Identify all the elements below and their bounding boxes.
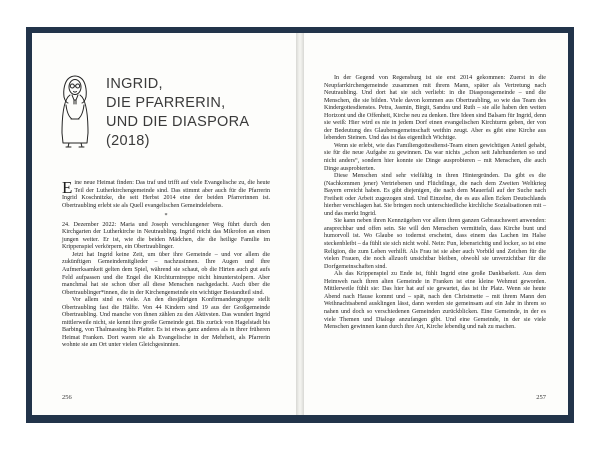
paragraph: In der Gegend von Regensburg ist sie erst 2014 gekommen: Zuerst in die Neupfarrkirchengemeinde zusammen mit ihrem Mann, später als Vertretung nach Neutraubling. Und dort hat sie sich verliebt: in die Diasporagemeinde – und die Menschen, die sie bilden. Viele davon kommen aus Obertraubling, so wie das Team des Kindergottesdienstes. Petra, Jasmin, Birgit, Sandra und Ruth – sie alle haben den weiten Horizont und die Offenheit, Kirche neu zu denken. Ihre Ideen sind Balsam für Ingrid, denn sie weiß: Hier wird es nie in jedem Dorf einen evangelischen Kirchturm geben, der von der Bedeutung des Glaubensgemeinschaft weithin zeugt. Aber es gibt eine Kirche aus lebenden Steinen. Und das ist das eigentlich Wichtige. [324, 75, 546, 142]
page-number: 257 [536, 394, 546, 401]
paragraph: Sie kann neben ihren Kennzügeben vor allem ihren ganzen Gebrauchswert anwenden: ansprechbar und offen sein. Sie will den Menschen vermitteln, dass Kirche bunt und humorvoll ist. Wo Glaube so todernst erscheint, dass einem das Lachen im Halse steckenbleibt – da fühlt sie sich nicht wohl. Nein: Fun, lebensrichtig und locker, so ist eine Religion, die zum Leben verhilft. Als Frau ist sie aber auch Vorbild und Zeichen für die vielen Frauen, die noch allzuoft unsichtbar bleiben, obwohl sie unverzichtbar für die Dorfgemeinschaften sind. [324, 218, 546, 270]
pastor-figure-illustration [54, 73, 96, 149]
page-number: 256 [62, 394, 72, 401]
book-spine [296, 33, 304, 415]
right-page [304, 33, 568, 415]
right-body-text [324, 75, 546, 332]
chapter-title-line: UND DIE DIASPORA [106, 114, 250, 130]
paragraph: 24. Dezember 2022: Maria und Joseph verschlungener Weg führt durch den Kirchgarten der Lutherkirche in Neutraubling. Ingrid reicht das Mikrofon an einen jungen weiter. Er ist, wie die beiden Mädchen, die die heilige Familie im Krippenspiel verkörpern, ein Obertraublinger. [62, 221, 270, 251]
chapter-title-line: (2018) [106, 133, 150, 149]
paragraph: Vor allem sind es viele. An den diesjährigen Konfirmandengruppe stellt Obertraubling fast die Hälfte. Von 44 Kindern sind 19 aus der Großgemeinde Obertraubling. Und manche von ihnen zählen zu den Aktivsten. Das wundert Ingrid mittlerweile nicht, sie kennt ihre große Gemeinde gut. Bis zurück von Hagelstadt bis Barbing, von Thalmassing bis Pfatter. Es ist etwas ganz anderes als in ihrer früheren Heimat Franken. Dort waren sie als Evangelische in der Mehrheit, als Pfarrerin wohnte sie am Ort unter vielen Gleichgesinnten. [62, 297, 270, 349]
paragraph: Diese Menschen sind sehr vielfältig in ihren Hintergründen. Da gibt es die (Nachkommen jener) Vertriebenen und Flüchtlinge, die nach dem Zweiten Weltkrieg Bayern erreicht haben. Es gibt diejenigen, die nach dem Mauerfall auf der Suche nach Freiheit oder Arbeit zugezogen sind. Und Einzelne, die es aus allen Ecken Deutschlands hierher verschlagen hat. Sie bringen noch unterschiedliche kirchliche Sozialisationen mit – und das merkt Ingrid. [324, 173, 546, 217]
paragraph: Jetzt hat Ingrid keine Zeit, um über ihre Gemeinde – und vor allem die zukünftigen Gemeindemitglieder – nachzusinnen. Ihre Augen und ihre Aufmerksamkeit gelten dem Spiel, während sie schaut, ob die Hirten auch gut aufs Feld aufpassen und die Engel die Kirchturmtreppe nicht hinunterstolpern. Aber manchmal hat sie schon über all diese Menschen nachgedacht. Auch über die Obertraublinger*innen, die in der Kirchengemeinde ein wichtiger Bestandteil sind. [62, 251, 270, 296]
paragraph: Eine neue Heimat finden: Das traf und trifft auf viele Evangelische zu, die heute Teil der Lutherkirchengemeinde sind. Das stimmt aber auch für die Pfarrerin Ingrid Koschnitzke, die seit Herbst 2014 eine der beiden Pfarrerinnen ist. Obertraubling erlebt sie als Quell evangelischen Gemeindelebens. [62, 178, 270, 209]
section-separator: * [164, 213, 168, 220]
chapter-title [106, 75, 286, 151]
book-spread [26, 27, 574, 423]
chapter-title-line: DIE PFARRERIN, [106, 95, 226, 111]
chapter-title-line: INGRID, [106, 76, 163, 92]
paragraph: Als das Krippenspiel zu Ende ist, fühlt Ingrid eine große Dankbarkeit. Aus dem Heimweh nach ihren alten Gemeinde in Franken ist eine kleine Wehmut geworden. Mittlerweile fühlt sie: Das hier hat auf sie gewartet, das ist ihr Platz. Wenn sie heute Abend nach Hause kommt und – spät, nach den Christmette – mit ihrem Mann den Weihnachtsabend ausklingen lässt, dann werden sie gemeinsam auf ein Jahr in ihrem so nahen und doch so verschiedenen Gemeinden zurückblicken. Eine Gemeinde, in der es viele Themen und Dialoge anzufangen gibt. Und eine Gemeinde, in der sie viele Menschen gewinnen kann durch ihre Art, Kirche lebendig und nah zu machen. [324, 271, 546, 331]
pastor-figure-icon [54, 73, 96, 149]
left-page [32, 33, 296, 415]
left-body-text [62, 180, 270, 350]
paragraph: Wenn sie erlebt, wie das Familiengottesdienst-Team einen gewichtigen Anteil gehabt, sie für die neue Aufgabe zu gewinnen. Da war nichts „schon seit Jahrhunderten so und nicht anders“, sondern hier konnte sie Dinge ausprobieren – mit Menschen, die auch Dinge ausprobierten. [324, 142, 546, 172]
